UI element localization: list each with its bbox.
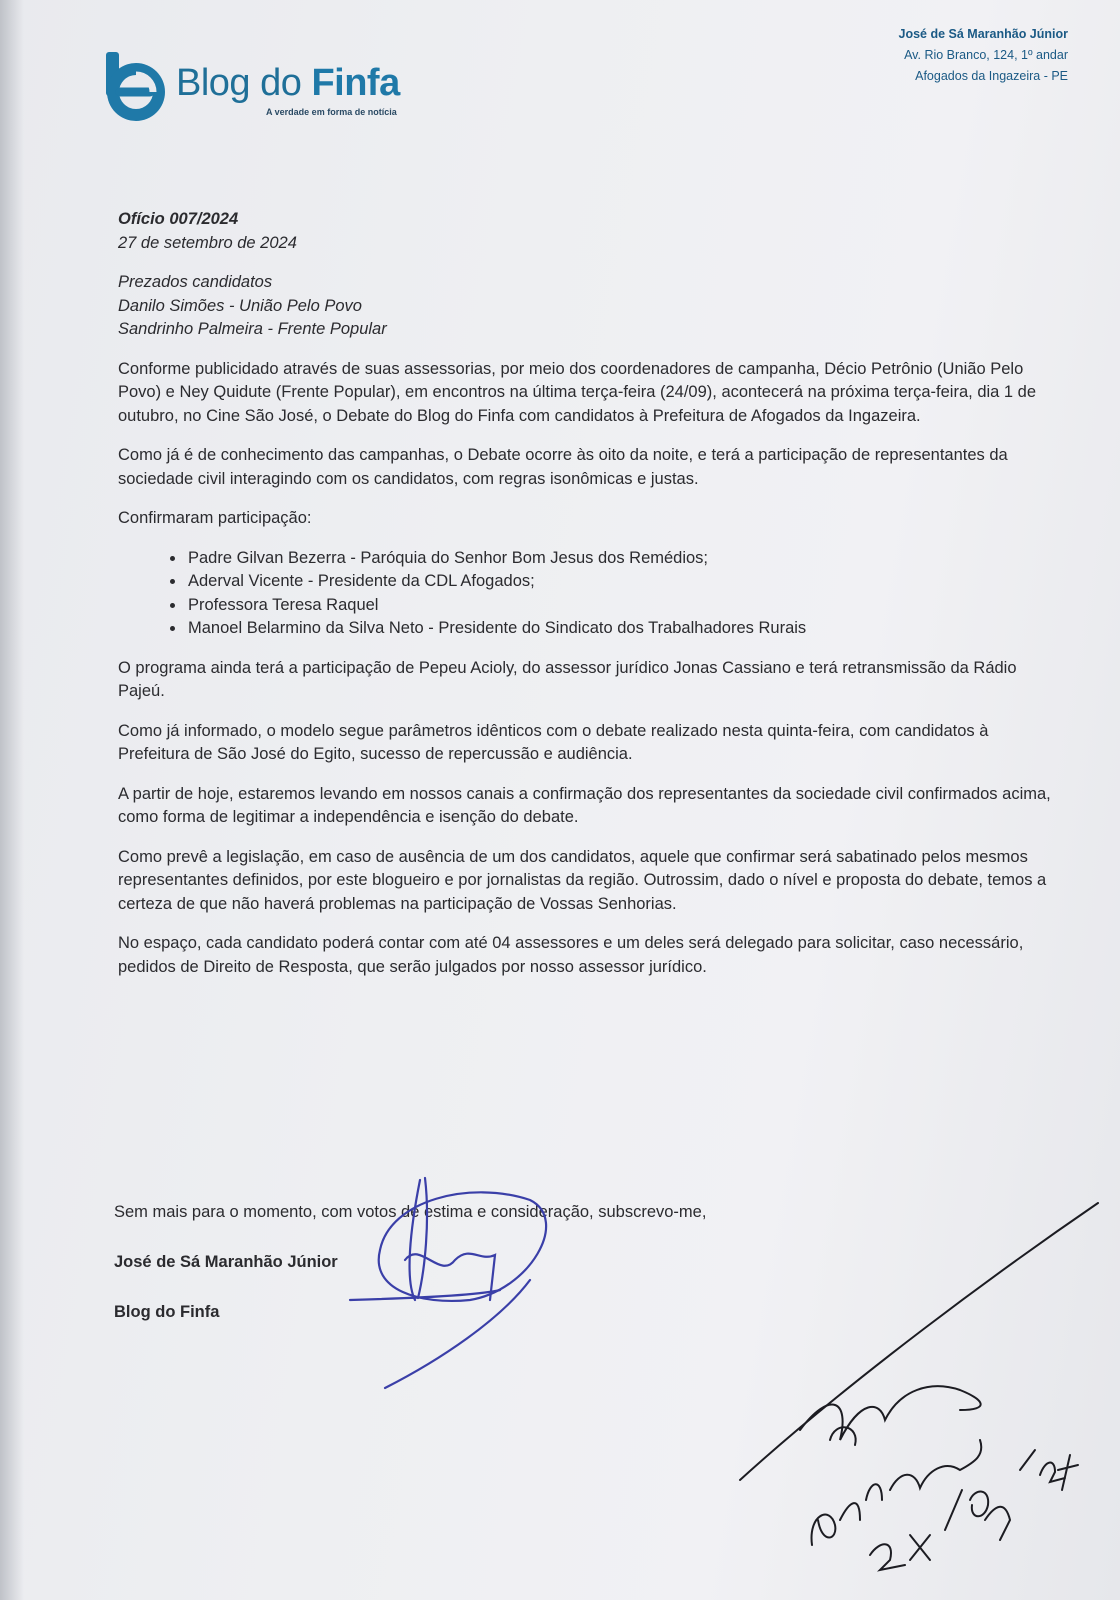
letter-body (118, 208, 1058, 995)
receipt-signature (740, 1203, 1098, 1570)
confirmed-heading: Confirmaram participação: (118, 509, 312, 527)
sender-address-line1: Av. Rio Branco, 124, 1º andar (904, 48, 1068, 62)
paragraph-format: Como já é de conhecimento das campanhas, o Debate ocorre às oito da noite, e terá a participação de representantes da sociedade civil interagindo com os candidatos, com regras isonômicas e justas. (118, 446, 1008, 488)
signature-name: José de Sá Maranhão Júnior (114, 1253, 338, 1271)
list-item: • Professora Teresa Raquel (186, 594, 1058, 618)
sender-address-line2: Afogados da Ingazeira - PE (915, 69, 1068, 83)
logo-tagline: A verdade em forma de notícia (266, 107, 397, 117)
reference-number: Ofício 007/2024 (118, 210, 239, 228)
paper-edge-shadow (0, 0, 24, 1600)
blog-logo (106, 52, 436, 124)
paragraph-advisors: No espaço, cada candidato poderá contar com até 04 assessores e um deles será delegado para solicitar, caso necessário, pedidos de Direito de Resposta, que serão julgados por nosso assessor jurídico. (118, 934, 1024, 976)
recipients-block (118, 271, 1058, 342)
list-item: • Manoel Belarmino da Silva Neto - Presidente do Sindicato dos Trabalhadores Rurais (186, 617, 1058, 641)
paragraph-announcement: Conforme publicidado através de suas assessorias, por meio dos coordenadores de campanha, Décio Petrônio (União Pelo Povo) e Ney Quidute (Frente Popular), em encontros na última terça-feira (24/09), acontecerá na próxima terça-feira, dia 1 de outubro, no Cine São José, o Debate do Blog do Finfa com candidatos à Prefeitura de Afogados da Ingazeira. (118, 359, 1037, 425)
paragraph-channels: A partir de hoje, estaremos levando em nossos canais a confirmação dos representantes da sociedade civil confirmados acima, como forma de legitimar a independência e isenção do debate. (118, 784, 1051, 826)
paragraph-model: Como já informado, o modelo segue parâmetros idênticos com o debate realizado nesta quinta-feira, com candidatos à Prefeitura de São José do Egito, sucesso de repercussão e audiência. (118, 721, 989, 763)
reference-block (118, 208, 1058, 255)
closing-line: Sem mais para o momento, com votos de estima e consideração, subscrevo-me, (114, 1203, 707, 1221)
finfa-logo-icon (106, 52, 168, 124)
recipient-line: Danilo Simões - União Pelo Povo (118, 296, 362, 315)
paragraph-program: O programa ainda terá a participação de Pepeu Acioly, do assessor jurídico Jonas Cassiano e terá retransmissão da Rádio Pajeú. (118, 658, 1017, 700)
paragraph-legislation: Como prevê a legislação, em caso de ausência de um dos candidatos, aquele que confirmar será sabatinado pelos mesmos representantes definidos, por este blogueiro e por jornalistas da região. Outrossim, dado o nível e proposta do debate, temos a certeza de que não haverá problemas na participação de Vossas Senhorias. (118, 847, 1047, 913)
list-item: • Padre Gilvan Bezerra - Paróquia do Senhor Bom Jesus dos Remédios; (186, 547, 1058, 571)
participants-list (118, 547, 1058, 641)
logo-wordmark (176, 62, 400, 105)
logo-wordmark-strong: Finfa (311, 62, 400, 104)
sender-block (899, 24, 1069, 87)
signature-org: Blog do Finfa (114, 1303, 220, 1321)
list-item: • Aderval Vicente - Presidente da CDL Afogados; (186, 570, 1058, 594)
salutation: Prezados candidatos (118, 273, 273, 291)
recipient-line: Sandrinho Palmeira - Frente Popular (118, 320, 387, 338)
letter-date: 27 de setembro de 2024 (118, 233, 297, 252)
logo-wordmark-main: Blog do (176, 62, 312, 104)
sender-name: José de Sá Maranhão Júnior (898, 27, 1068, 41)
